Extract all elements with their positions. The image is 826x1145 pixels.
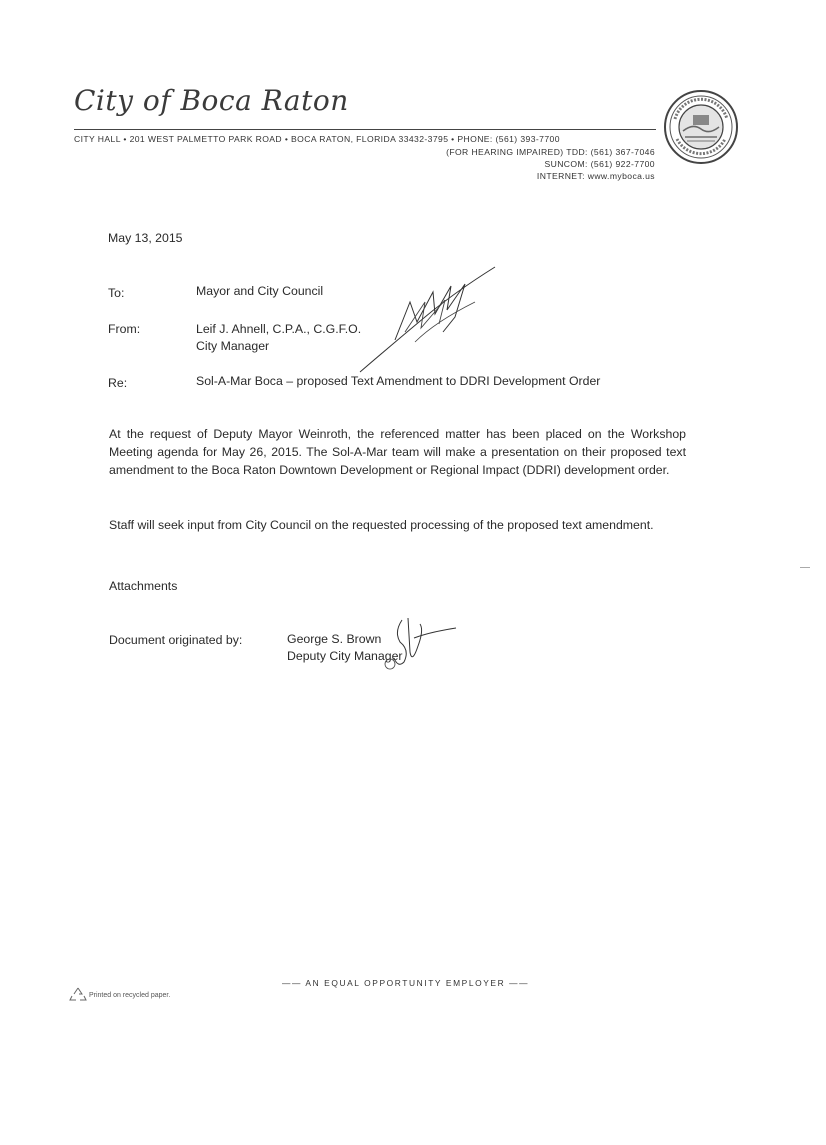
city-name-logo: City of Boca Raton bbox=[74, 84, 349, 117]
suncom-line: SUNCOM: (561) 922-7700 bbox=[544, 159, 655, 169]
re-value: Sol-A-Mar Boca – proposed Text Amendment to DDRI Development Order bbox=[196, 374, 601, 388]
from-label: From: bbox=[108, 322, 141, 336]
to-label: To: bbox=[108, 286, 125, 300]
from-name: Leif J. Ahnell, C.P.A., C.G.F.O. bbox=[196, 322, 362, 336]
scan-edge-mark bbox=[800, 567, 810, 568]
body-paragraph-2: Staff will seek input from City Council on the requested processing of the proposed text amendment. bbox=[109, 518, 654, 532]
city-seal-icon bbox=[663, 89, 739, 165]
originated-name: George S. Brown bbox=[287, 632, 382, 646]
to-value: Mayor and City Council bbox=[196, 284, 324, 298]
address-line: CITY HALL • 201 WEST PALMETTO PARK ROAD • BOCA RATON, FLORIDA 33432-3795 • PHONE: (561) 393-7700 bbox=[74, 134, 560, 144]
re-label: Re: bbox=[108, 376, 128, 390]
attachments-label: Attachments bbox=[109, 579, 178, 593]
city-manager-signature bbox=[355, 262, 505, 377]
header-rule bbox=[74, 129, 656, 130]
recycled-paper-text: Printed on recycled paper. bbox=[88, 991, 171, 999]
originated-label: Document originated by: bbox=[109, 633, 243, 647]
internet-line: INTERNET: www.myboca.us bbox=[536, 171, 655, 181]
originated-title: Deputy City Manager bbox=[287, 649, 403, 663]
recycle-icon bbox=[69, 987, 87, 1003]
body-paragraph-1: At the request of Deputy Mayor Weinroth, the referenced matter has been placed on the Workshop Meeting agenda for May 26, 2015. The Sol-A-Mar team will make a presentation on their proposed text amendment to the Boca Raton Downtown Development or Regional Impact (DDRI) development order. bbox=[109, 427, 686, 477]
tdd-line: (FOR HEARING IMPAIRED) TDD: (561) 367-7046 bbox=[446, 147, 655, 157]
recycled-paper-note bbox=[69, 987, 170, 1003]
memo-date: May 13, 2015 bbox=[108, 231, 183, 245]
from-title: City Manager bbox=[196, 339, 270, 353]
equal-opportunity-footer: —— AN EQUAL OPPORTUNITY EMPLOYER —— bbox=[282, 978, 530, 988]
